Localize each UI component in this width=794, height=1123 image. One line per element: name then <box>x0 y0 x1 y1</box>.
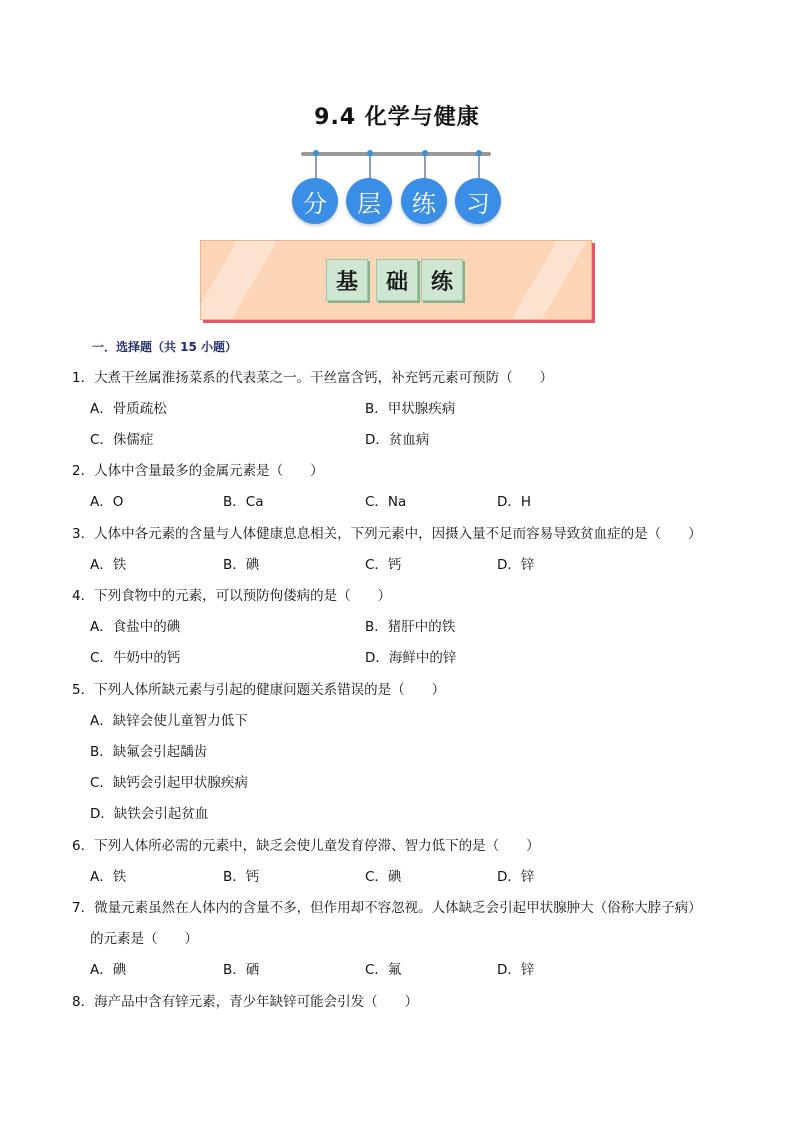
question-1: 1．大煮干丝属淮扬菜系的代表菜之一。干丝富含钙，补充钙元素可预防（ ） <box>72 370 554 386</box>
option-7b: B．硒 <box>223 962 260 978</box>
question-8: 8．海产品中含有锌元素，青少年缺锌可能会引发（ ） <box>72 994 419 1010</box>
banner-tile-ji: 基 <box>326 259 368 301</box>
option-5a: A．缺锌会使儿童智力低下 <box>90 713 248 729</box>
option-3d: D．锌 <box>497 557 535 573</box>
hanger-line <box>478 155 480 179</box>
badge-fen: 分 <box>292 178 338 224</box>
banner-tile-lian: 练 <box>421 259 463 301</box>
hanger-line <box>369 155 371 179</box>
option-2c: C．Na <box>365 494 407 510</box>
option-3c: C．钙 <box>365 557 402 573</box>
section-heading: 一．选择题（共 15 小题） <box>92 340 238 354</box>
option-1c: C．侏儒症 <box>90 432 154 448</box>
banner-stripe <box>499 240 592 320</box>
banner-stripe <box>200 240 283 320</box>
hanger-line <box>315 155 317 179</box>
option-6a: A．铁 <box>90 869 127 885</box>
option-3b: B．碘 <box>223 557 260 573</box>
option-7c: C．氟 <box>365 962 402 978</box>
option-5c: C．缺钙会引起甲状腺疾病 <box>90 775 248 791</box>
hanger-line <box>424 155 426 179</box>
option-6b: B．钙 <box>223 869 260 885</box>
option-4a: A．食盐中的碘 <box>90 619 181 635</box>
question-6: 6．下列人体所必需的元素中，缺乏会使儿童发育停滞、智力低下的是（ ） <box>72 838 540 854</box>
hanger-dot <box>422 150 428 156</box>
option-5d: D．缺铁会引起贫血 <box>90 806 209 822</box>
option-7a: A．碘 <box>90 962 127 978</box>
option-4c: C．牛奶中的钙 <box>90 650 181 666</box>
question-3: 3．人体中各元素的含量与人体健康息息相关，下列元素中，因摄入量不足而容易导致贫血症的是（ ） <box>72 526 702 542</box>
option-5b: B．缺氟会引起龋齿 <box>90 744 208 760</box>
option-2d: D．H <box>497 494 532 510</box>
question-7: 7．微量元素虽然在人体内的含量不多，但作用却不容忽视。人体缺乏会引起甲状腺肿大（俗称大脖子病） <box>72 900 702 916</box>
option-1a: A．骨质疏松 <box>90 401 167 417</box>
hanger-dot <box>367 150 373 156</box>
option-2a: A．O <box>90 494 124 510</box>
question-2: 2．人体中含量最多的金属元素是（ ） <box>72 463 324 479</box>
banner-tile-chu: 础 <box>376 259 418 301</box>
level-banner <box>200 240 592 320</box>
option-1b: B．甲状腺疾病 <box>365 401 456 417</box>
page-title: 9.4 化学与健康 <box>314 105 480 130</box>
question-7-continued: 的元素是（ ） <box>90 931 198 947</box>
option-1d: D．贫血病 <box>365 432 430 448</box>
badge-xi: 习 <box>455 178 501 224</box>
option-6d: D．锌 <box>497 869 535 885</box>
option-4b: B．猪肝中的铁 <box>365 619 456 635</box>
hanger-dot <box>313 150 319 156</box>
badge-lian: 练 <box>401 178 447 224</box>
option-2b: B．Ca <box>223 494 264 510</box>
question-4: 4．下列食物中的元素，可以预防佝偻病的是（ ） <box>72 588 392 604</box>
option-3a: A．铁 <box>90 557 127 573</box>
question-5: 5．下列人体所缺元素与引起的健康问题关系错误的是（ ） <box>72 682 446 698</box>
option-7d: D．锌 <box>497 962 535 978</box>
option-6c: C．碘 <box>365 869 402 885</box>
option-4d: D．海鲜中的锌 <box>365 650 457 666</box>
badge-ceng: 层 <box>346 178 392 224</box>
hanger-bar <box>301 152 491 156</box>
hanger-dot <box>476 150 482 156</box>
